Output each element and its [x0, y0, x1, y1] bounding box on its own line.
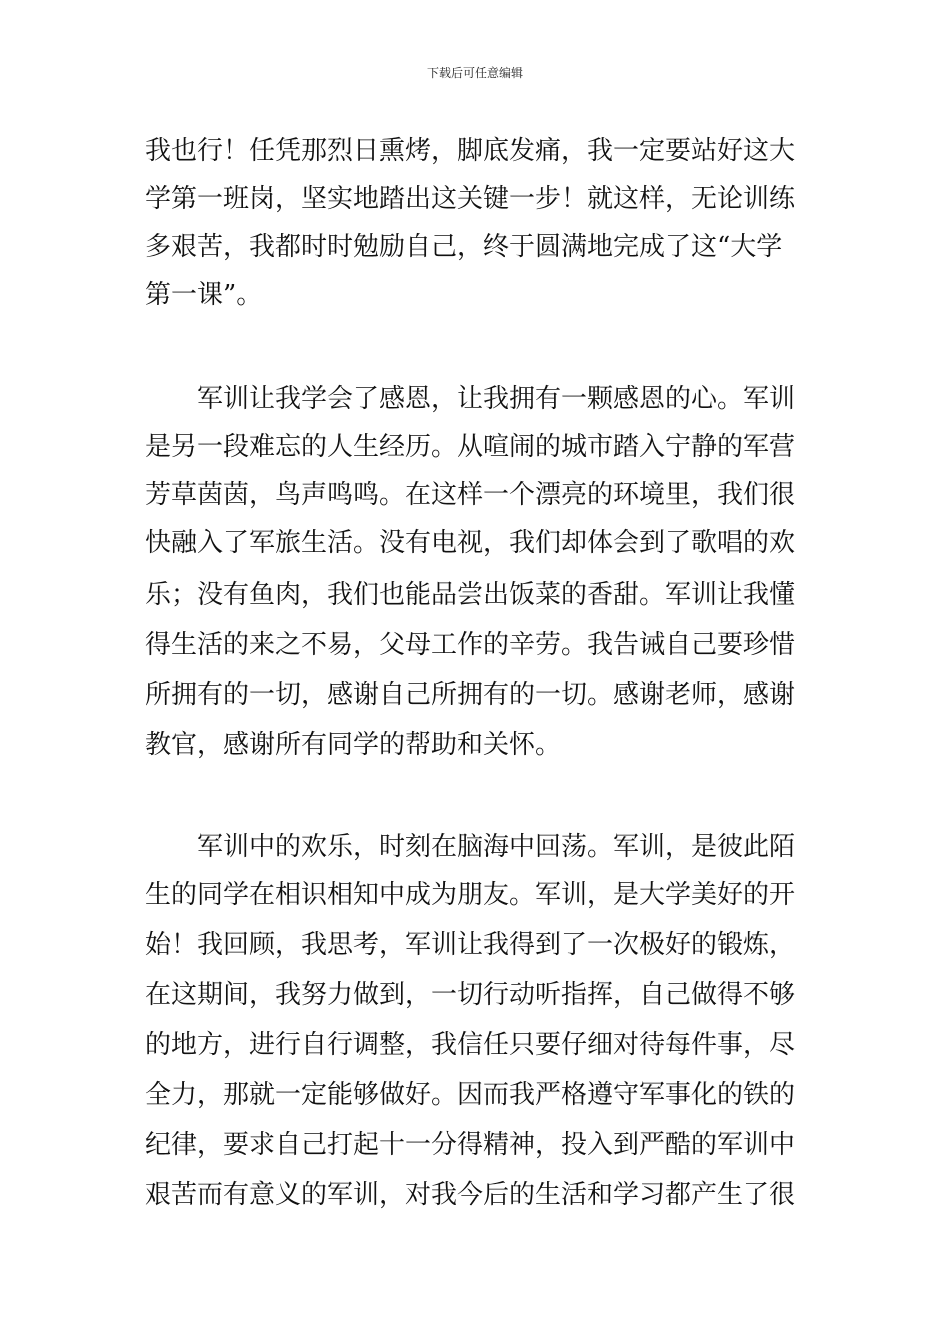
paragraph-2-line-7: 所拥有的一切，感谢自己所拥有的一切。感谢老师，感谢: [145, 680, 796, 710]
paragraph-2-line-6: 得生活的来之不易，父母工作的辛劳。我告诫自己要珍惜: [145, 630, 796, 660]
paragraph-3-line-4: 在这期间，我努力做到，一切行动听指挥，自己做得不够: [145, 980, 796, 1010]
paragraph-2-line-8: 教官，感谢所有同学的帮助和关怀。: [145, 730, 562, 760]
paragraph-1-line-1: 我也行！任凭那烈日熏烤，脚底发痛，我一定要站好这大: [145, 136, 796, 166]
paragraph-3-line-3: 始！我回顾，我思考，军训让我得到了一次极好的锻炼，: [145, 930, 796, 960]
paragraph-3-line-5: 的地方，进行自行调整，我信任只要仔细对待每件事，尽: [145, 1030, 796, 1060]
paragraph-2-line-5: 乐；没有鱼肉，我们也能品尝出饭菜的香甜。军训让我懂: [145, 580, 796, 610]
paragraph-1-line-4: 第一课”。: [145, 280, 263, 310]
page-header: 下载后可任意编辑: [426, 66, 523, 80]
paragraph-2-line-3: 芳草茵茵，鸟声鸣鸣。在这样一个漂亮的环境里，我们很: [145, 480, 796, 510]
paragraph-3-line-7: 纪律，要求自己打起十一分得精神，投入到严酷的军训中: [145, 1130, 796, 1160]
paragraph-2-line-2: 是另一段难忘的人生经历。从喧闹的城市踏入宁静的军营: [145, 432, 796, 462]
paragraph-2-line-1: 军训让我学会了感恩，让我拥有一颗感恩的心。军训: [197, 384, 796, 414]
paragraph-3-line-2: 生的同学在相识相知中成为朋友。军训，是大学美好的开: [145, 880, 796, 910]
paragraph-2-line-4: 快融入了军旅生活。没有电视，我们却体会到了歌唱的欢: [145, 528, 796, 558]
paragraph-3-line-6: 全力，那就一定能够做好。因而我严格遵守军事化的铁的: [145, 1080, 796, 1110]
paragraph-3-line-8: 艰苦而有意义的军训，对我今后的生活和学习都产生了很: [145, 1180, 796, 1210]
paragraph-1-line-2: 学第一班岗，坚实地踏出这关键一步！就这样，无论训练: [145, 184, 796, 214]
paragraph-1-line-3: 多艰苦，我都时时勉励自己，终于圆满地完成了这“大学: [145, 232, 783, 262]
paragraph-3-line-1: 军训中的欢乐，时刻在脑海中回荡。军训，是彼此陌: [197, 832, 796, 862]
